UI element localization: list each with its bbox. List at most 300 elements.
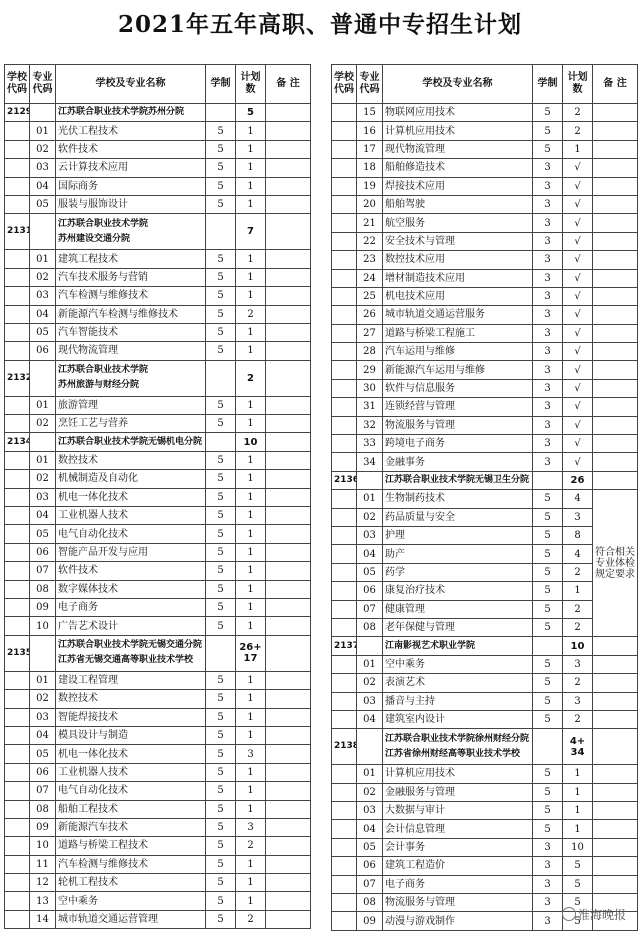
remarks (266, 415, 311, 433)
school-code (332, 692, 357, 710)
major-row (332, 453, 638, 471)
major-code (30, 360, 56, 396)
school-code (5, 837, 30, 855)
major-row (5, 708, 311, 726)
plan-count: 2 (563, 674, 593, 692)
school-code (5, 287, 30, 305)
school-code (332, 159, 357, 177)
school-code (332, 526, 357, 544)
remarks (593, 214, 638, 232)
major-row (5, 690, 311, 708)
plan-count: 10 (563, 838, 593, 856)
remarks (266, 470, 311, 488)
school-code (332, 416, 357, 434)
school-code (332, 857, 357, 875)
header-duration: 学制 (206, 65, 236, 104)
remarks (266, 140, 311, 158)
plan-count: 2 (563, 122, 593, 140)
major-row (332, 379, 638, 397)
school-code: 213 (5, 433, 30, 451)
major-name: 建设工程管理 (56, 671, 206, 689)
major-code: 20 (357, 195, 383, 213)
remarks (266, 305, 311, 323)
major-code: 03 (357, 526, 383, 544)
duration: 5 (206, 451, 236, 469)
plan-count: √ (563, 435, 593, 453)
duration: 3 (533, 214, 563, 232)
duration (206, 360, 236, 396)
major-code: 19 (357, 177, 383, 195)
major-code: 02 (357, 674, 383, 692)
school-code (5, 250, 30, 268)
plan-count: 1 (236, 800, 266, 818)
school-code (5, 140, 30, 158)
remarks (266, 598, 311, 616)
plan-count (563, 729, 593, 765)
remarks (266, 617, 311, 635)
duration: 3 (533, 177, 563, 195)
remarks (266, 671, 311, 689)
major-code: 15 (357, 104, 383, 122)
page-title: 2021年五年高职、普通中专招生计划 (0, 6, 640, 39)
major-code: 09 (30, 818, 56, 836)
school-code: 213 (5, 214, 30, 250)
remarks (593, 453, 638, 471)
duration: 5 (206, 250, 236, 268)
major-code: 24 (357, 269, 383, 287)
major-code: 04 (30, 177, 56, 195)
major-code: 04 (357, 710, 383, 728)
plan-count: 1 (236, 488, 266, 506)
school-code (332, 324, 357, 342)
duration: 3 (533, 912, 563, 930)
school-code (332, 508, 357, 526)
major-name: 机电技术应用 (383, 287, 533, 305)
major-name: 增材制造技术应用 (383, 269, 533, 287)
header-major-code: 专业代码 (357, 65, 383, 104)
major-name: 机电一体化技术 (56, 488, 206, 506)
major-code: 03 (30, 287, 56, 305)
duration: 5 (533, 765, 563, 783)
major-code: 11 (30, 855, 56, 873)
major-code: 04 (357, 820, 383, 838)
major-code: 22 (357, 232, 383, 250)
duration: 3 (533, 875, 563, 893)
plan-count-line: 4+ (565, 736, 590, 747)
school-name-line: 江苏联合职业技术学院徐州财经分院 (385, 732, 530, 747)
major-code: 02 (30, 268, 56, 286)
major-name: 金融服务与管理 (383, 783, 533, 801)
major-row (332, 655, 638, 673)
major-name: 新能源汽车运用与维修 (383, 361, 533, 379)
duration: 5 (206, 763, 236, 781)
major-code: 07 (357, 600, 383, 618)
duration: 3 (533, 838, 563, 856)
major-code: 10 (30, 617, 56, 635)
duration: 5 (206, 562, 236, 580)
duration: 3 (533, 324, 563, 342)
major-code: 05 (30, 195, 56, 213)
major-name: 数控技术 (56, 690, 206, 708)
school-name (56, 214, 206, 250)
school-code (332, 398, 357, 416)
major-code: 02 (30, 690, 56, 708)
major-name: 会计事务 (383, 838, 533, 856)
duration: 3 (533, 287, 563, 305)
school-code (5, 598, 30, 616)
major-code: 27 (357, 324, 383, 342)
remarks (266, 910, 311, 928)
duration: 5 (533, 545, 563, 563)
duration (533, 729, 563, 765)
school-name-line: 江苏联合职业技术学院无锡机电分院 (58, 437, 202, 447)
major-code: 08 (30, 580, 56, 598)
major-name: 物联网应用技术 (383, 104, 533, 122)
school-code (5, 177, 30, 195)
duration: 5 (206, 507, 236, 525)
remarks (266, 451, 311, 469)
remarks (266, 800, 311, 818)
major-name: 电子商务 (383, 875, 533, 893)
school-row (332, 471, 638, 489)
duration: 5 (533, 563, 563, 581)
major-name: 连锁经营与管理 (383, 398, 533, 416)
major-row (332, 545, 638, 563)
plan-count-line: 26 (565, 475, 590, 486)
plan-count: 1 (236, 617, 266, 635)
plan-count: 1 (236, 562, 266, 580)
major-name: 大数据与审计 (383, 802, 533, 820)
major-code: 26 (357, 306, 383, 324)
major-row (332, 416, 638, 434)
major-row (5, 818, 311, 836)
plan-count: 1 (563, 140, 593, 158)
school-name-line: 江苏联合职业技术学院 (58, 363, 203, 378)
major-row (332, 287, 638, 305)
plan-count: 2 (563, 600, 593, 618)
duration: 5 (206, 726, 236, 744)
plan-count: 1 (236, 690, 266, 708)
remarks (266, 287, 311, 305)
major-row (332, 765, 638, 783)
duration: 5 (206, 543, 236, 561)
duration: 5 (206, 140, 236, 158)
major-row (332, 674, 638, 692)
school-code (332, 214, 357, 232)
duration: 5 (533, 674, 563, 692)
major-name: 护理 (383, 526, 533, 544)
major-row (5, 745, 311, 763)
major-code: 07 (357, 875, 383, 893)
major-row (332, 692, 638, 710)
major-code: 08 (357, 618, 383, 636)
major-row (5, 195, 311, 213)
school-code (5, 543, 30, 561)
plan-count: 1 (563, 582, 593, 600)
school-code: 213 (332, 729, 357, 765)
major-name: 健康管理 (383, 600, 533, 618)
major-name: 软件技术 (56, 562, 206, 580)
plan-count: √ (563, 287, 593, 305)
duration: 5 (206, 342, 236, 360)
major-row (5, 910, 311, 928)
duration: 5 (206, 580, 236, 598)
school-code (5, 580, 30, 598)
school-code (332, 710, 357, 728)
major-row (5, 562, 311, 580)
remarks (593, 838, 638, 856)
plan-count: 5 (563, 894, 593, 912)
school-code: 213 (5, 635, 30, 671)
major-row (5, 268, 311, 286)
school-code (332, 802, 357, 820)
major-row (332, 195, 638, 213)
major-row (332, 361, 638, 379)
school-name-line: 江苏联合职业技术学院无锡卫生分院 (385, 475, 529, 485)
duration: 5 (206, 800, 236, 818)
major-row (5, 287, 311, 305)
duration (206, 635, 236, 671)
major-row (332, 490, 638, 508)
plan-count: 1 (236, 855, 266, 873)
major-code: 07 (30, 782, 56, 800)
remarks (593, 343, 638, 361)
major-row (5, 837, 311, 855)
school-name-line: 江南影视艺术职业学院 (385, 641, 475, 651)
school-code (5, 562, 30, 580)
major-code: 01 (30, 250, 56, 268)
plan-count-line: 17 (238, 653, 263, 664)
duration: 5 (206, 617, 236, 635)
remarks (266, 507, 311, 525)
school-code (332, 783, 357, 801)
duration: 3 (533, 343, 563, 361)
duration: 5 (206, 470, 236, 488)
major-name: 表演艺术 (383, 674, 533, 692)
major-code: 01 (357, 490, 383, 508)
major-code: 32 (357, 416, 383, 434)
major-name: 药学 (383, 563, 533, 581)
major-code: 05 (357, 563, 383, 581)
major-name: 机械制造及自动化 (56, 470, 206, 488)
remarks (266, 726, 311, 744)
major-row (332, 306, 638, 324)
school-row (5, 360, 311, 396)
school-row (332, 637, 638, 655)
school-code (332, 287, 357, 305)
major-row (332, 435, 638, 453)
duration: 3 (533, 306, 563, 324)
plan-count (236, 360, 266, 396)
major-name: 船舶驾驶 (383, 195, 533, 213)
major-code: 14 (30, 910, 56, 928)
remarks (266, 250, 311, 268)
plan-count: 2 (563, 618, 593, 636)
major-name: 数字媒体技术 (56, 580, 206, 598)
plan-count: 1 (236, 159, 266, 177)
remarks (266, 122, 311, 140)
school-code (5, 488, 30, 506)
school-code (332, 232, 357, 250)
plan-count: 2 (236, 910, 266, 928)
plan-count (236, 635, 266, 671)
plan-count: 1 (563, 802, 593, 820)
major-code: 33 (357, 435, 383, 453)
major-name: 会计信息管理 (383, 820, 533, 838)
school-code (332, 894, 357, 912)
major-name: 汽车技术服务与营销 (56, 268, 206, 286)
major-row (332, 563, 638, 581)
plan-count: 1 (236, 195, 266, 213)
school-name (56, 360, 206, 396)
major-row (5, 874, 311, 892)
remarks (266, 782, 311, 800)
major-code: 05 (30, 525, 56, 543)
major-row (332, 783, 638, 801)
school-code (5, 690, 30, 708)
school-code (332, 618, 357, 636)
school-row (5, 635, 311, 671)
major-row (5, 580, 311, 598)
school-name (383, 637, 533, 655)
plan-count: √ (563, 159, 593, 177)
duration: 5 (533, 508, 563, 526)
major-code: 02 (357, 783, 383, 801)
school-name-line: 江苏联合职业技术学院无锡交通分院 (58, 638, 203, 653)
duration: 5 (533, 802, 563, 820)
major-row (5, 855, 311, 873)
duration (206, 214, 236, 250)
plan-count: 1 (236, 671, 266, 689)
major-code: 12 (30, 874, 56, 892)
major-code: 16 (357, 122, 383, 140)
duration: 5 (533, 582, 563, 600)
school-code (5, 671, 30, 689)
major-code: 29 (357, 361, 383, 379)
remarks (593, 692, 638, 710)
major-code: 08 (357, 894, 383, 912)
major-row (332, 857, 638, 875)
major-name: 新能源汽车技术 (56, 818, 206, 836)
major-row (332, 232, 638, 250)
major-name: 汽车检测与维修技术 (56, 287, 206, 305)
duration: 5 (206, 122, 236, 140)
plan-count: 5 (563, 857, 593, 875)
school-code (332, 838, 357, 856)
major-name: 康复治疗技术 (383, 582, 533, 600)
major-name: 旅游管理 (56, 396, 206, 414)
major-row (5, 525, 311, 543)
plan-count-line: 2 (238, 373, 263, 384)
school-code (332, 875, 357, 893)
school-name (56, 104, 206, 122)
duration: 5 (206, 910, 236, 928)
school-name (56, 635, 206, 671)
school-code (332, 140, 357, 158)
duration: 5 (206, 690, 236, 708)
duration: 3 (533, 435, 563, 453)
remarks (593, 379, 638, 397)
school-code (5, 525, 30, 543)
major-name: 道路与桥梁工程施工 (383, 324, 533, 342)
major-code (30, 433, 56, 451)
remarks (593, 251, 638, 269)
remarks (266, 195, 311, 213)
major-name: 软件技术 (56, 140, 206, 158)
major-name: 烹饪工艺与营养 (56, 415, 206, 433)
school-code: 213 (5, 360, 30, 396)
major-name: 建筑室内设计 (383, 710, 533, 728)
major-code: 02 (30, 415, 56, 433)
school-code (332, 490, 357, 508)
remarks (593, 857, 638, 875)
duration (206, 104, 236, 122)
school-name (383, 729, 533, 765)
plan-count: 3 (236, 818, 266, 836)
duration: 5 (206, 305, 236, 323)
plan-count: 2 (236, 837, 266, 855)
remarks (593, 820, 638, 838)
school-name-line: 江苏联合职业技术学院 (58, 217, 203, 232)
plan-count-line: 5 (238, 107, 263, 118)
major-name: 计算机应用技术 (383, 122, 533, 140)
plan-count: 1 (563, 820, 593, 838)
remarks (593, 104, 638, 122)
major-code: 03 (30, 159, 56, 177)
plan-count: 1 (236, 598, 266, 616)
plan-count: 1 (236, 250, 266, 268)
school-code: 213 (332, 637, 357, 655)
remarks (593, 875, 638, 893)
school-code (5, 818, 30, 836)
plan-count: √ (563, 177, 593, 195)
major-name: 空中乘务 (383, 655, 533, 673)
remarks (266, 323, 311, 341)
major-row (5, 782, 311, 800)
major-row (5, 726, 311, 744)
major-row (5, 250, 311, 268)
header-plan: 计划数 (563, 65, 593, 104)
major-code: 08 (30, 800, 56, 818)
duration: 3 (533, 159, 563, 177)
major-name: 药品质量与安全 (383, 508, 533, 526)
major-row (332, 802, 638, 820)
major-code: 09 (357, 912, 383, 930)
major-code: 05 (30, 323, 56, 341)
duration: 5 (206, 818, 236, 836)
major-code: 03 (30, 488, 56, 506)
major-code (357, 637, 383, 655)
major-name: 空中乘务 (56, 892, 206, 910)
plan-count: 3 (563, 655, 593, 673)
major-row (5, 415, 311, 433)
school-code (5, 617, 30, 635)
plan-count: 1 (236, 763, 266, 781)
duration: 5 (533, 104, 563, 122)
major-name: 动漫与游戏制作 (383, 912, 533, 930)
plan-count-line: 10 (238, 437, 263, 448)
plan-count: 3 (236, 745, 266, 763)
school-row (5, 214, 311, 250)
school-code (332, 269, 357, 287)
school-name-line: 江苏省徐州财经高等职业技术学校 (385, 747, 530, 762)
plan-count: √ (563, 398, 593, 416)
duration: 5 (533, 122, 563, 140)
major-code: 17 (357, 140, 383, 158)
duration: 3 (533, 398, 563, 416)
header-remarks: 备 注 (593, 65, 638, 104)
remarks (593, 435, 638, 453)
